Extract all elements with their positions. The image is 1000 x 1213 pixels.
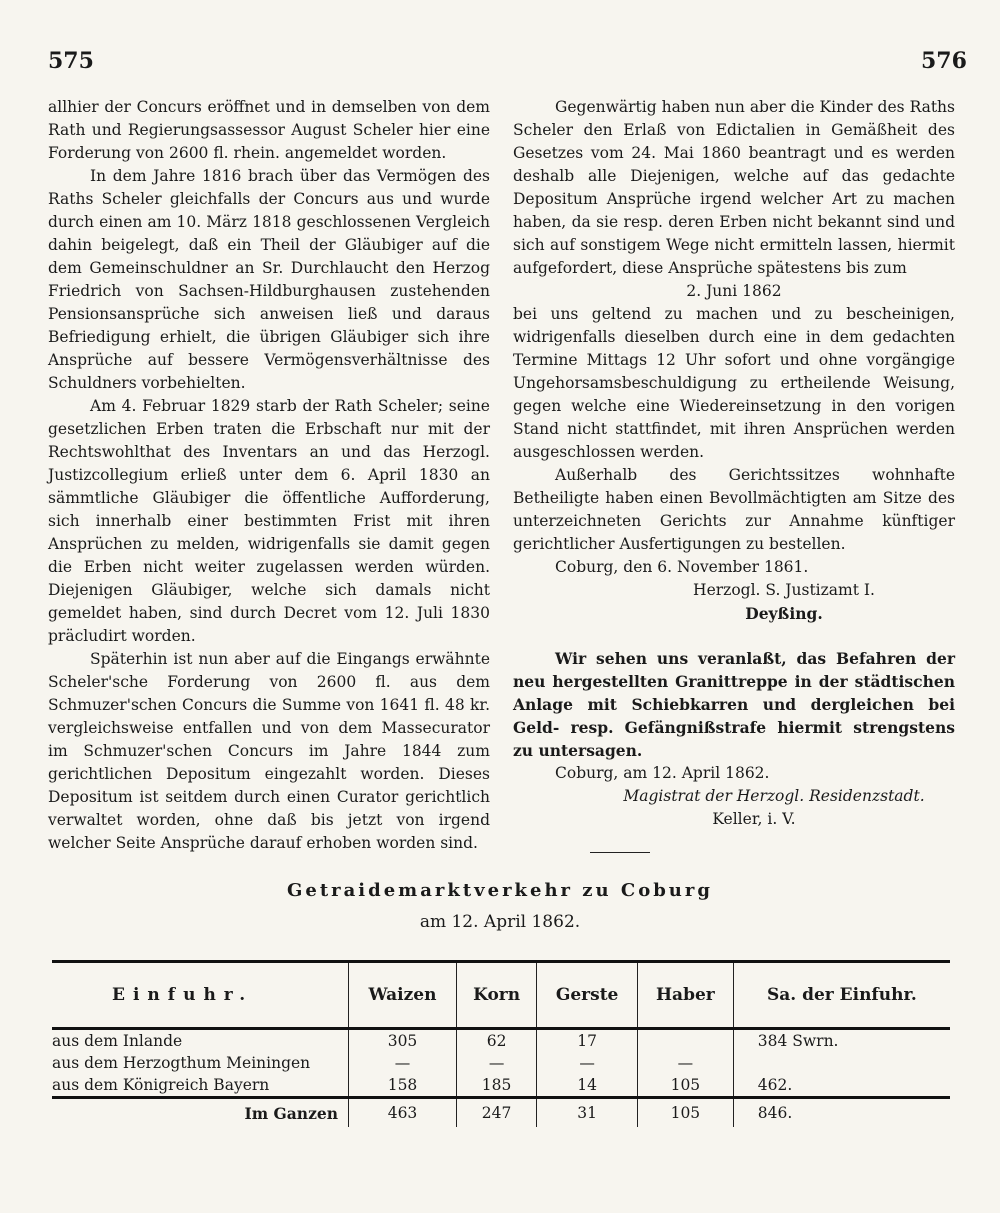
cell-korn: — [457,1052,537,1074]
market-date: am 12. April 1862. [419,912,581,932]
page-number-right: 576 [921,48,967,74]
total-haber: 105 [638,1098,734,1128]
deadline: 2. Juni 1862 [686,282,782,300]
table-header-row [52,962,950,1029]
total-label: Im Ganzen [52,1098,349,1128]
date-line: Coburg, den 6. November 1861. [555,558,809,576]
cell-korn: 185 [457,1074,537,1098]
paragraph: bei uns geltend zu machen und zu bescheinigen, widrigenfalls dieselben durch eine in dem gedachten Termine Mittags 12 Uhr sofort und ohne vorgängige Ungehorsamsbeschuldigung zu ertheilende Weisung, gegen welche eine Wiedereinsetzung in den vorigen Stand nicht stattfindet, mit ihren Ansprüchen werden ausgeschlossen werden. [513,305,955,461]
paragraph: Außerhalb des Gerichtssitzes wohnhafte Betheiligte haben einen Bevollmächtigten am Sitze des unterzeichneten Gerichts zur Annahme künftiger gerichtlicher Ausfertigungen zu bestellen. [513,466,955,553]
cell-gerste: 14 [537,1074,638,1098]
cell-korn: 62 [457,1029,537,1053]
table-row [52,1074,950,1098]
row-label: aus dem Königreich Bayern [52,1074,349,1098]
cell-sum: 384 Swrn. [757,1032,839,1050]
notice: Wir sehen uns veranlaßt, das Befahren der neu hergestellten Granittreppe in der städtischen Anlage mit Schiebkarren und dergleichen bei Geld- resp. Gefängnißstrafe hiermit strengstens zu untersagen. [513,649,955,760]
page-number-left: 575 [48,48,94,74]
total-waizen: 463 [349,1098,457,1128]
total-gerste: 31 [537,1098,638,1128]
cell-gerste: 17 [537,1029,638,1053]
paragraph: Gegenwärtig haben nun aber die Kinder des Raths Scheler den Erlaß von Edictalien in Gemäßheit des Gesetzes vom 24. Mai 1860 beantragt und es werden deshalb alle Diejenigen, welche auf das gedachte Depositum Ansprüche irgend welcher Art zu machen haben, da sie resp. deren Erben nicht bekannt sind und sich auf sonstigem Wege nicht ermitteln lassen, hiermit aufgefordert, diese Ansprüche spätestens bis zum [513,98,955,277]
grain-market-table [52,960,950,1127]
authority: Magistrat der Herzogl. Residenzstadt. [623,787,925,805]
table-row [52,1052,950,1074]
header-waizen: Waizen [349,962,457,1029]
paragraph: allhier der Concurs eröffnet und in demselben von dem Rath und Regierungsassessor August Scheler hier eine Forderung von 2600 fl. rhein. angemeldet worden. [48,98,490,162]
market-title: Getraidemarktverkehr zu Coburg [287,880,713,901]
cell-haber: — [638,1052,734,1074]
cell-waizen: — [349,1052,457,1074]
court-name: Herzogl. S. Justizamt I. [693,581,875,599]
signature: Keller, i. V. [712,810,796,828]
cell-haber: 105 [638,1074,734,1098]
header-korn: Korn [457,962,537,1029]
row-label: aus dem Inlande [52,1029,349,1053]
table-row [52,1029,950,1053]
left-column [48,96,490,855]
total-korn: 247 [457,1098,537,1128]
paragraph: Späterhin ist nun aber auf die Eingangs erwähnte Scheler'sche Forderung von 2600 fl. aus dem Schmuzer'schen Concurs die Summe von 1641 fl. 48 kr. vergleichsweise entfallen und von dem Massecurator im Schmuzer'schen Concurs im Jahre 1844 zum gerichtlichen Depositum eingezahlt worden. Dieses Depositum ist seitdem durch einen Curator gerichtlich verwaltet worden, ohne daß bis jetzt von irgend welcher Seite Ansprüche darauf erhoben worden sind. [48,650,490,852]
header-einfuhr: Einfuhr. [52,962,349,1029]
row-label: aus dem Herzogthum Meiningen [52,1052,349,1074]
cell-sum [733,1052,950,1074]
header-gerste: Gerste [537,962,638,1029]
date-line: Coburg, am 12. April 1862. [555,764,770,782]
right-column [513,96,955,831]
total-sum: 846. [733,1098,950,1128]
cell-haber [638,1029,734,1053]
paragraph: In dem Jahre 1816 brach über das Vermögen des Raths Scheler gleichfalls der Concurs aus und wurde durch einen am 10. März 1818 geschlossenen Vergleich dahin beigelegt, daß ein Theil der Gläubiger auf die dem Gemeinschuldner an Sr. Durchlaucht den Herzog Friedrich von Sachsen-Hildburghausen zustehenden Pensionsansprüche sich anweisen ließ und daraus Befriedigung erhielt, die übrigen Gläubiger sich ihre Ansprüche auf bessere Vermögensverhältnisse des Schuldners vorbehielten. [48,167,490,392]
signature: Deyßing. [745,604,823,623]
divider [590,852,650,853]
table-total-row [52,1098,950,1128]
cell-waizen: 305 [349,1029,457,1053]
header-haber: Haber [638,962,734,1029]
header-sum: Sa. der Einfuhr. [733,962,950,1029]
paragraph: Am 4. Februar 1829 starb der Rath Scheler; seine gesetzlichen Erben traten die Erbschaft nur mit der Rechtswohlthat des Inventars an und das Herzogl. Justizcollegium erließ unter dem 6. April 1830 an sämmtliche Gläubiger die öffentliche Aufforderung, sich innerhalb einer bestimmten Frist mit ihren Ansprüchen zu melden, widrigenfalls sie damit gegen die Erben nicht weiter zugelassen werden würden. Diejenigen Gläubiger, welche sich damals nicht gemeldet haben, sind durch Decret vom 12. Juli 1830 präcludirt worden. [48,397,490,645]
cell-sum: 462. [757,1076,793,1094]
cell-gerste: — [537,1052,638,1074]
cell-waizen: 158 [349,1074,457,1098]
